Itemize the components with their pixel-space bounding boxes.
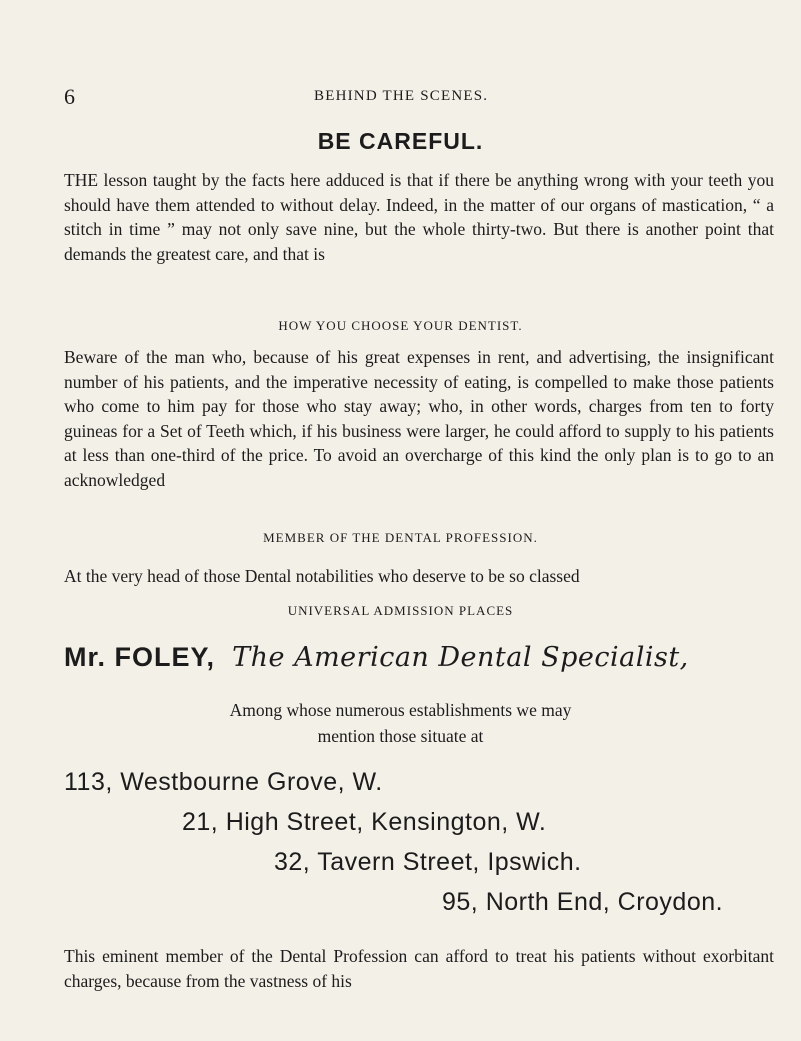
running-title: BEHIND THE SCENES. bbox=[314, 88, 489, 104]
advertiser-line bbox=[64, 642, 784, 682]
paragraph-intro: THE lesson taught by the facts here adduced is that if there be anything wrong with your teeth you should have them attended to without delay. Indeed, in the matter of our organs of mastication, “ a stitch in time ” may not only save nine, but the whole thirty-two. But there is another point that demands the greatest care, and that is bbox=[64, 170, 774, 264]
address-ipswich: 32, Tavern Street, Ipswich. bbox=[274, 848, 582, 876]
establishments-line-1: Among whose numerous establishments we may bbox=[229, 700, 572, 720]
establishments-line-2: mention those situate at bbox=[317, 726, 484, 746]
paragraph-beware: Beware of the man who, because of his great expenses in rent, and advertising, the insignificant number of his patients, and the imperative necessity of eating, is compelled to make those patients who come to him pay for those who stay away; who, in other words, charges from ten to forty guineas for a Set of Teeth which, if his business were larger, he could afford to supply to his patients at less than one-third of the price. To avoid an overcharge of this kind the only plan is to go to an acknowledged bbox=[64, 347, 774, 490]
advertiser-title: The American Dental Specialist, bbox=[232, 642, 689, 673]
address-croydon: 95, North End, Croydon. bbox=[442, 888, 724, 916]
paragraph-notabilities: At the very head of those Dental notabilities who deserve to be so classed bbox=[64, 566, 580, 586]
address-westbourne: 113, Westbourne Grove, W. bbox=[64, 768, 383, 796]
address-kensington: 21, High Street, Kensington, W. bbox=[182, 808, 547, 836]
subheading-choose-dentist: HOW YOU CHOOSE YOUR DENTIST. bbox=[278, 318, 523, 333]
subheading-member: MEMBER OF THE DENTAL PROFESSION. bbox=[263, 530, 538, 545]
running-head bbox=[64, 84, 724, 110]
paragraph-eminent: This eminent member of the Dental Profession can afford to treat his patients without exorbitant charges, because from the vastness of his bbox=[64, 946, 774, 991]
page-number: 6 bbox=[64, 84, 75, 109]
subheading-admission: UNIVERSAL ADMISSION PLACES bbox=[287, 603, 514, 618]
advertiser-name: Mr. FOLEY, bbox=[64, 642, 216, 672]
section-heading: BE CAREFUL. bbox=[317, 128, 484, 154]
